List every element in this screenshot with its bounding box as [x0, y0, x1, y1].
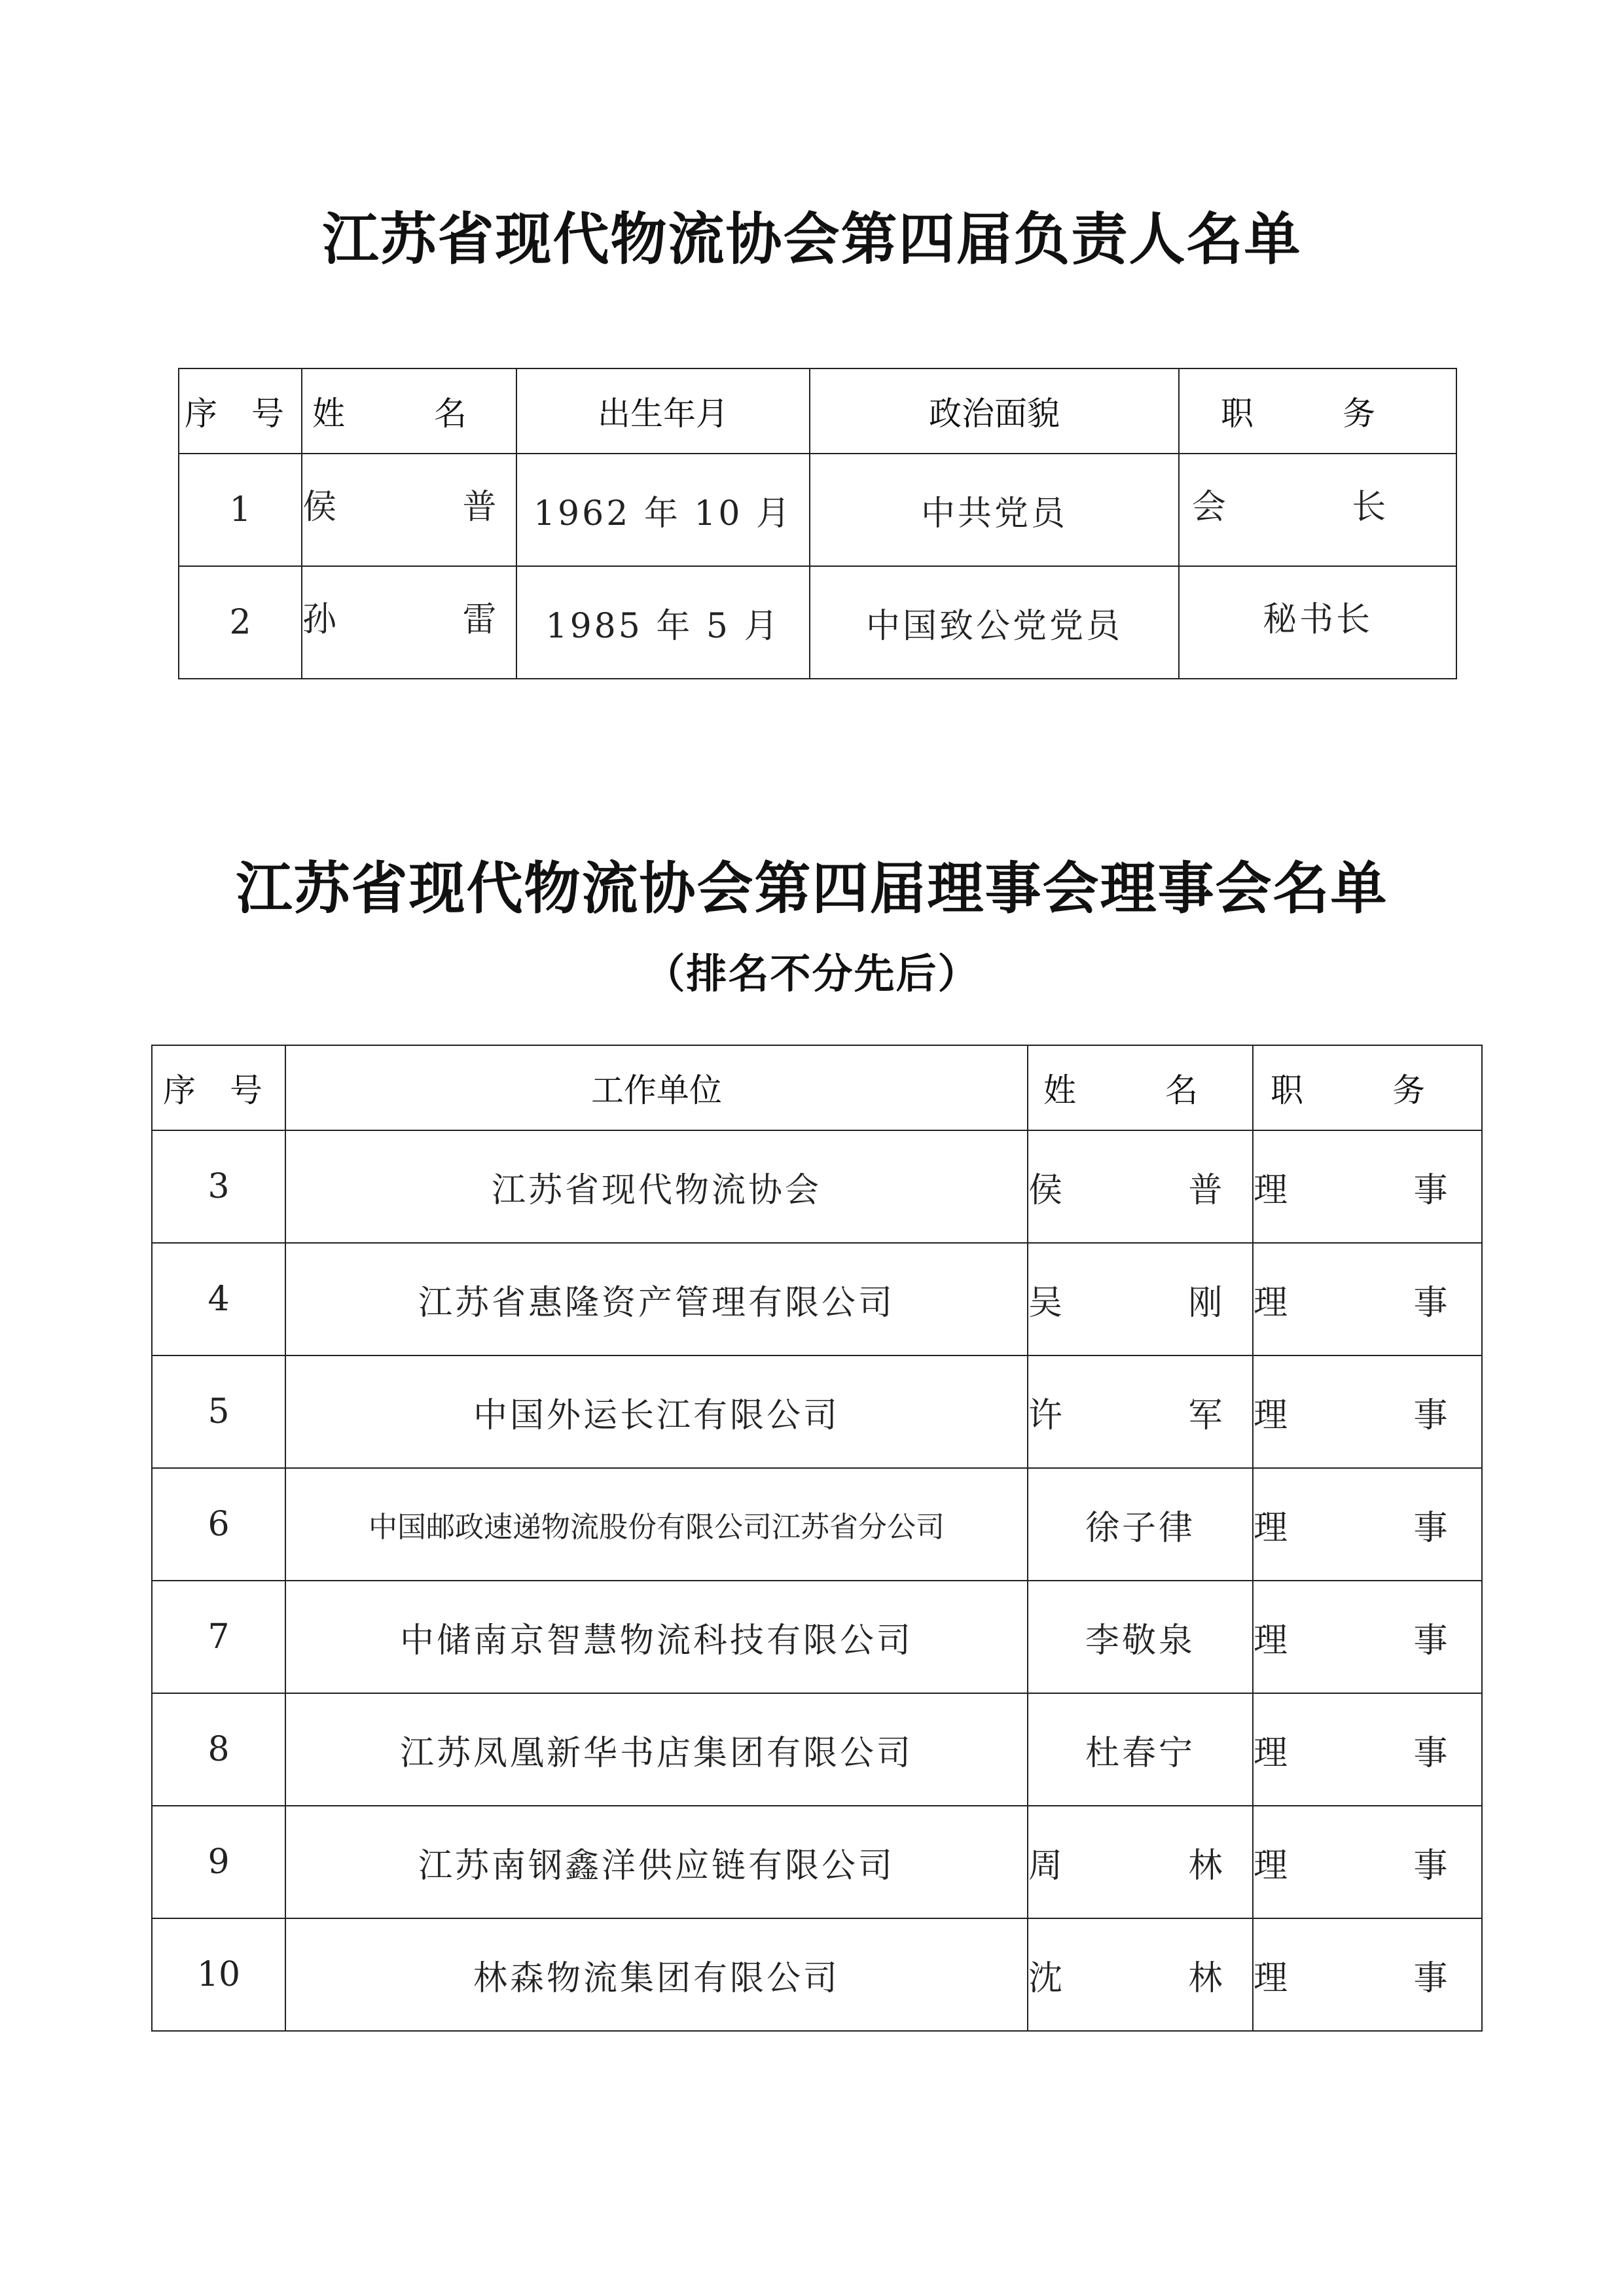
cell-politics: 中国致公党党员: [810, 566, 1179, 679]
cell-politics: 中共党员: [810, 454, 1179, 566]
table-row: [152, 1581, 1482, 1693]
cell-index: 1: [179, 454, 302, 566]
cell-name: 李敬泉: [1028, 1581, 1253, 1693]
table-row: [179, 566, 1456, 679]
cell-unit: 江苏凤凰新华书店集团有限公司: [285, 1693, 1028, 1806]
cell-name: 吴 刚: [1028, 1243, 1253, 1355]
cell-birth: 1985 年 5 月: [516, 566, 810, 679]
leaders-table: [178, 368, 1457, 679]
cell-unit: 中国外运长江有限公司: [285, 1355, 1028, 1468]
cell-position: 理 事: [1253, 1468, 1482, 1581]
cell-unit: 中国邮政速递物流股份有限公司江苏省分公司: [285, 1468, 1028, 1581]
table-row: [152, 1918, 1482, 2031]
council-subtitle: （排名不分先后）: [644, 950, 980, 997]
cell-name: 侯 普: [302, 454, 516, 566]
cell-index: 10: [152, 1918, 285, 2031]
cell-index: 7: [152, 1581, 285, 1693]
cell-name: 徐子律: [1028, 1468, 1253, 1581]
cell-birth: 1962 年 10 月: [516, 454, 810, 566]
header-index: 序 号: [179, 368, 302, 454]
cell-index: 8: [152, 1693, 285, 1806]
cell-position: 理 事: [1253, 1918, 1482, 2031]
cell-index: 9: [152, 1806, 285, 1918]
table-row: [152, 1468, 1482, 1581]
header-unit: 工作单位: [285, 1045, 1028, 1130]
header-politics: 政治面貌: [810, 368, 1179, 454]
council-header-row: [152, 1045, 1482, 1130]
cell-unit: 江苏省惠隆资产管理有限公司: [285, 1243, 1028, 1355]
table-row: [179, 454, 1456, 566]
cell-unit: 江苏南钢鑫洋供应链有限公司: [285, 1806, 1028, 1918]
council-table: [151, 1045, 1506, 2032]
council-title: 江苏省现代物流协会第四届理事会理事会名单: [236, 855, 1388, 922]
table-row: [152, 1355, 1482, 1468]
table-row: [152, 1806, 1482, 1918]
leaders-title: 江苏省现代物流协会第四届负责人名单: [322, 206, 1302, 272]
cell-unit: 林森物流集团有限公司: [285, 1918, 1028, 2031]
cell-name: 侯 普: [1028, 1130, 1253, 1243]
cell-index: 6: [152, 1468, 285, 1581]
header-position: 职 务: [1253, 1045, 1482, 1130]
cell-position: 秘书长: [1179, 566, 1456, 679]
table-row: [152, 1130, 1482, 1243]
cell-index: 3: [152, 1130, 285, 1243]
cell-position: 理 事: [1253, 1355, 1482, 1468]
cell-name: 周 林: [1028, 1806, 1253, 1918]
header-name: 姓 名: [1028, 1045, 1253, 1130]
cell-name: 沈 林: [1028, 1918, 1253, 2031]
cell-position: 理 事: [1253, 1130, 1482, 1243]
header-position: 职 务: [1179, 368, 1456, 454]
cell-position: 理 事: [1253, 1243, 1482, 1355]
header-name: 姓 名: [302, 368, 516, 454]
cell-index: 2: [179, 566, 302, 679]
cell-position: 会 长: [1179, 454, 1456, 566]
cell-index: 5: [152, 1355, 285, 1468]
cell-unit: 中储南京智慧物流科技有限公司: [285, 1581, 1028, 1693]
cell-unit: 江苏省现代物流协会: [285, 1130, 1028, 1243]
table-row: [152, 1693, 1482, 1806]
cell-name: 许 军: [1028, 1355, 1253, 1468]
cell-position: 理 事: [1253, 1693, 1482, 1806]
header-birth: 出生年月: [516, 368, 810, 454]
cell-name: 孙 雷: [302, 566, 516, 679]
cell-position: 理 事: [1253, 1806, 1482, 1918]
cell-name: 杜春宁: [1028, 1693, 1253, 1806]
table-row: [152, 1243, 1482, 1355]
cell-index: 4: [152, 1243, 285, 1355]
header-index: 序 号: [152, 1045, 285, 1130]
leaders-header-row: [179, 368, 1456, 454]
cell-position: 理 事: [1253, 1581, 1482, 1693]
